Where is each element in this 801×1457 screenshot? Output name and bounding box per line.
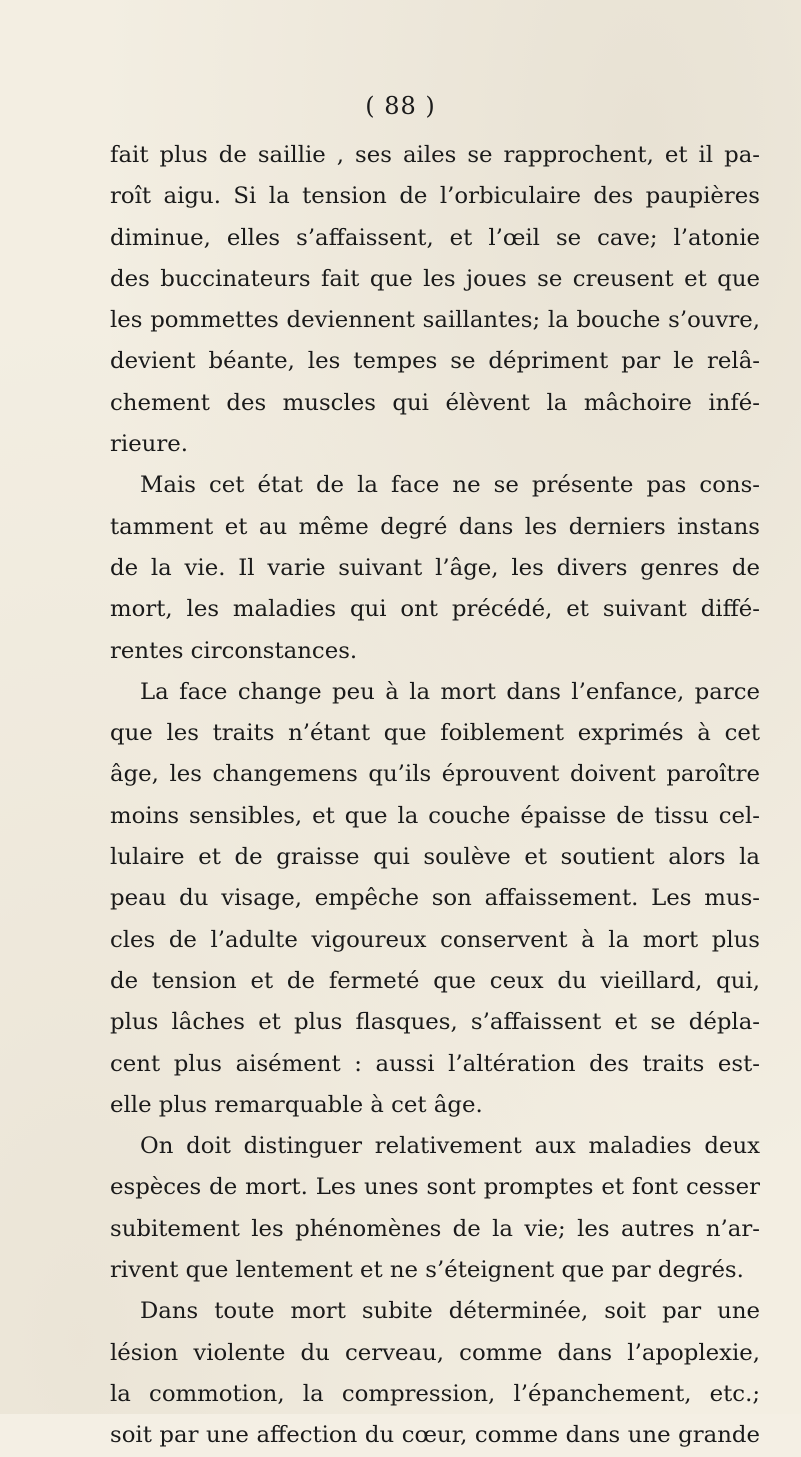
text-line: moins sensibles, et que la couche épaisse de tissu cel-: [110, 802, 760, 829]
text-line: roît aigu. Si la tension de l’orbiculaire des paupières: [110, 183, 760, 210]
text-line: cent plus aisément : aussi l’altération des traits est-: [110, 1050, 760, 1077]
paragraph-start-line: La face change peu à la mort dans l’enfance, parce: [140, 678, 760, 705]
paragraph-end-line: rieure.: [110, 431, 188, 458]
text-line: subitement les phénomènes de la vie; les autres n’ar-: [110, 1215, 760, 1242]
paragraph-start-line: Mais cet état de la face ne se présente pas cons-: [140, 472, 760, 499]
text-line: lésion violente du cerveau, comme dans l’apoplexie,: [110, 1339, 760, 1366]
text-line: tamment et au même degré dans les derniers instans: [110, 513, 760, 540]
text-line: espèces de mort. Les unes sont promptes et font cesser: [110, 1174, 760, 1201]
text-line: chement des muscles qui élèvent la mâchoire infé-: [110, 389, 760, 416]
text-line: fait plus de saillie , ses ailes se rapprochent, et il pa-: [110, 142, 760, 168]
text-line: mort, les maladies qui ont précédé, et suivant diffé-: [110, 596, 760, 623]
paragraph-end-line: rentes circonstances.: [110, 637, 358, 664]
text-line: âge, les changemens qu’ils éprouvent doivent paroître: [110, 761, 760, 788]
page-number: ( 88 ): [365, 92, 436, 120]
paragraph-start-line: On doit distinguer relativement aux maladies deux: [140, 1133, 760, 1160]
text-line: cles de l’adulte vigoureux conservent à la mort plus: [110, 926, 760, 953]
text-line: lulaire et de graisse qui soulève et soutient alors la: [110, 844, 760, 871]
text-line: de la vie. Il varie suivant l’âge, les divers genres de: [110, 554, 760, 581]
text-line: soit par une affection du cœur, comme dans une grande: [110, 1422, 760, 1449]
text-line: de tension et de fermeté que ceux du vieillard, qui,: [110, 967, 760, 994]
text-line: devient béante, les tempes se dépriment par le relâ-: [110, 348, 760, 375]
paragraph-end-line: rivent que lentement et ne s’éteignent que par degrés.: [110, 1257, 744, 1284]
paragraph-end-line: elle plus remarquable à cet âge.: [110, 1091, 483, 1118]
text-line: la commotion, la compression, l’épanchement, etc.;: [110, 1380, 760, 1407]
paragraph-start-line: Dans toute mort subite déterminée, soit par une: [140, 1298, 760, 1325]
text-line: que les traits n’étant que foiblement exprimés à cet: [110, 720, 760, 747]
body-text: [110, 135, 760, 1457]
text-line: peau du visage, empêche son affaissement. Les mus-: [110, 885, 760, 912]
text-line: plus lâches et plus flasques, s’affaissent et se dépla-: [110, 1009, 760, 1036]
text-line: des buccinateurs fait que les joues se creusent et que: [110, 265, 760, 292]
text-line: diminue, elles s’affaissent, et l’œil se cave; l’atonie: [110, 224, 760, 251]
text-line: les pommettes deviennent saillantes; la bouche s’ouvre,: [110, 307, 760, 334]
